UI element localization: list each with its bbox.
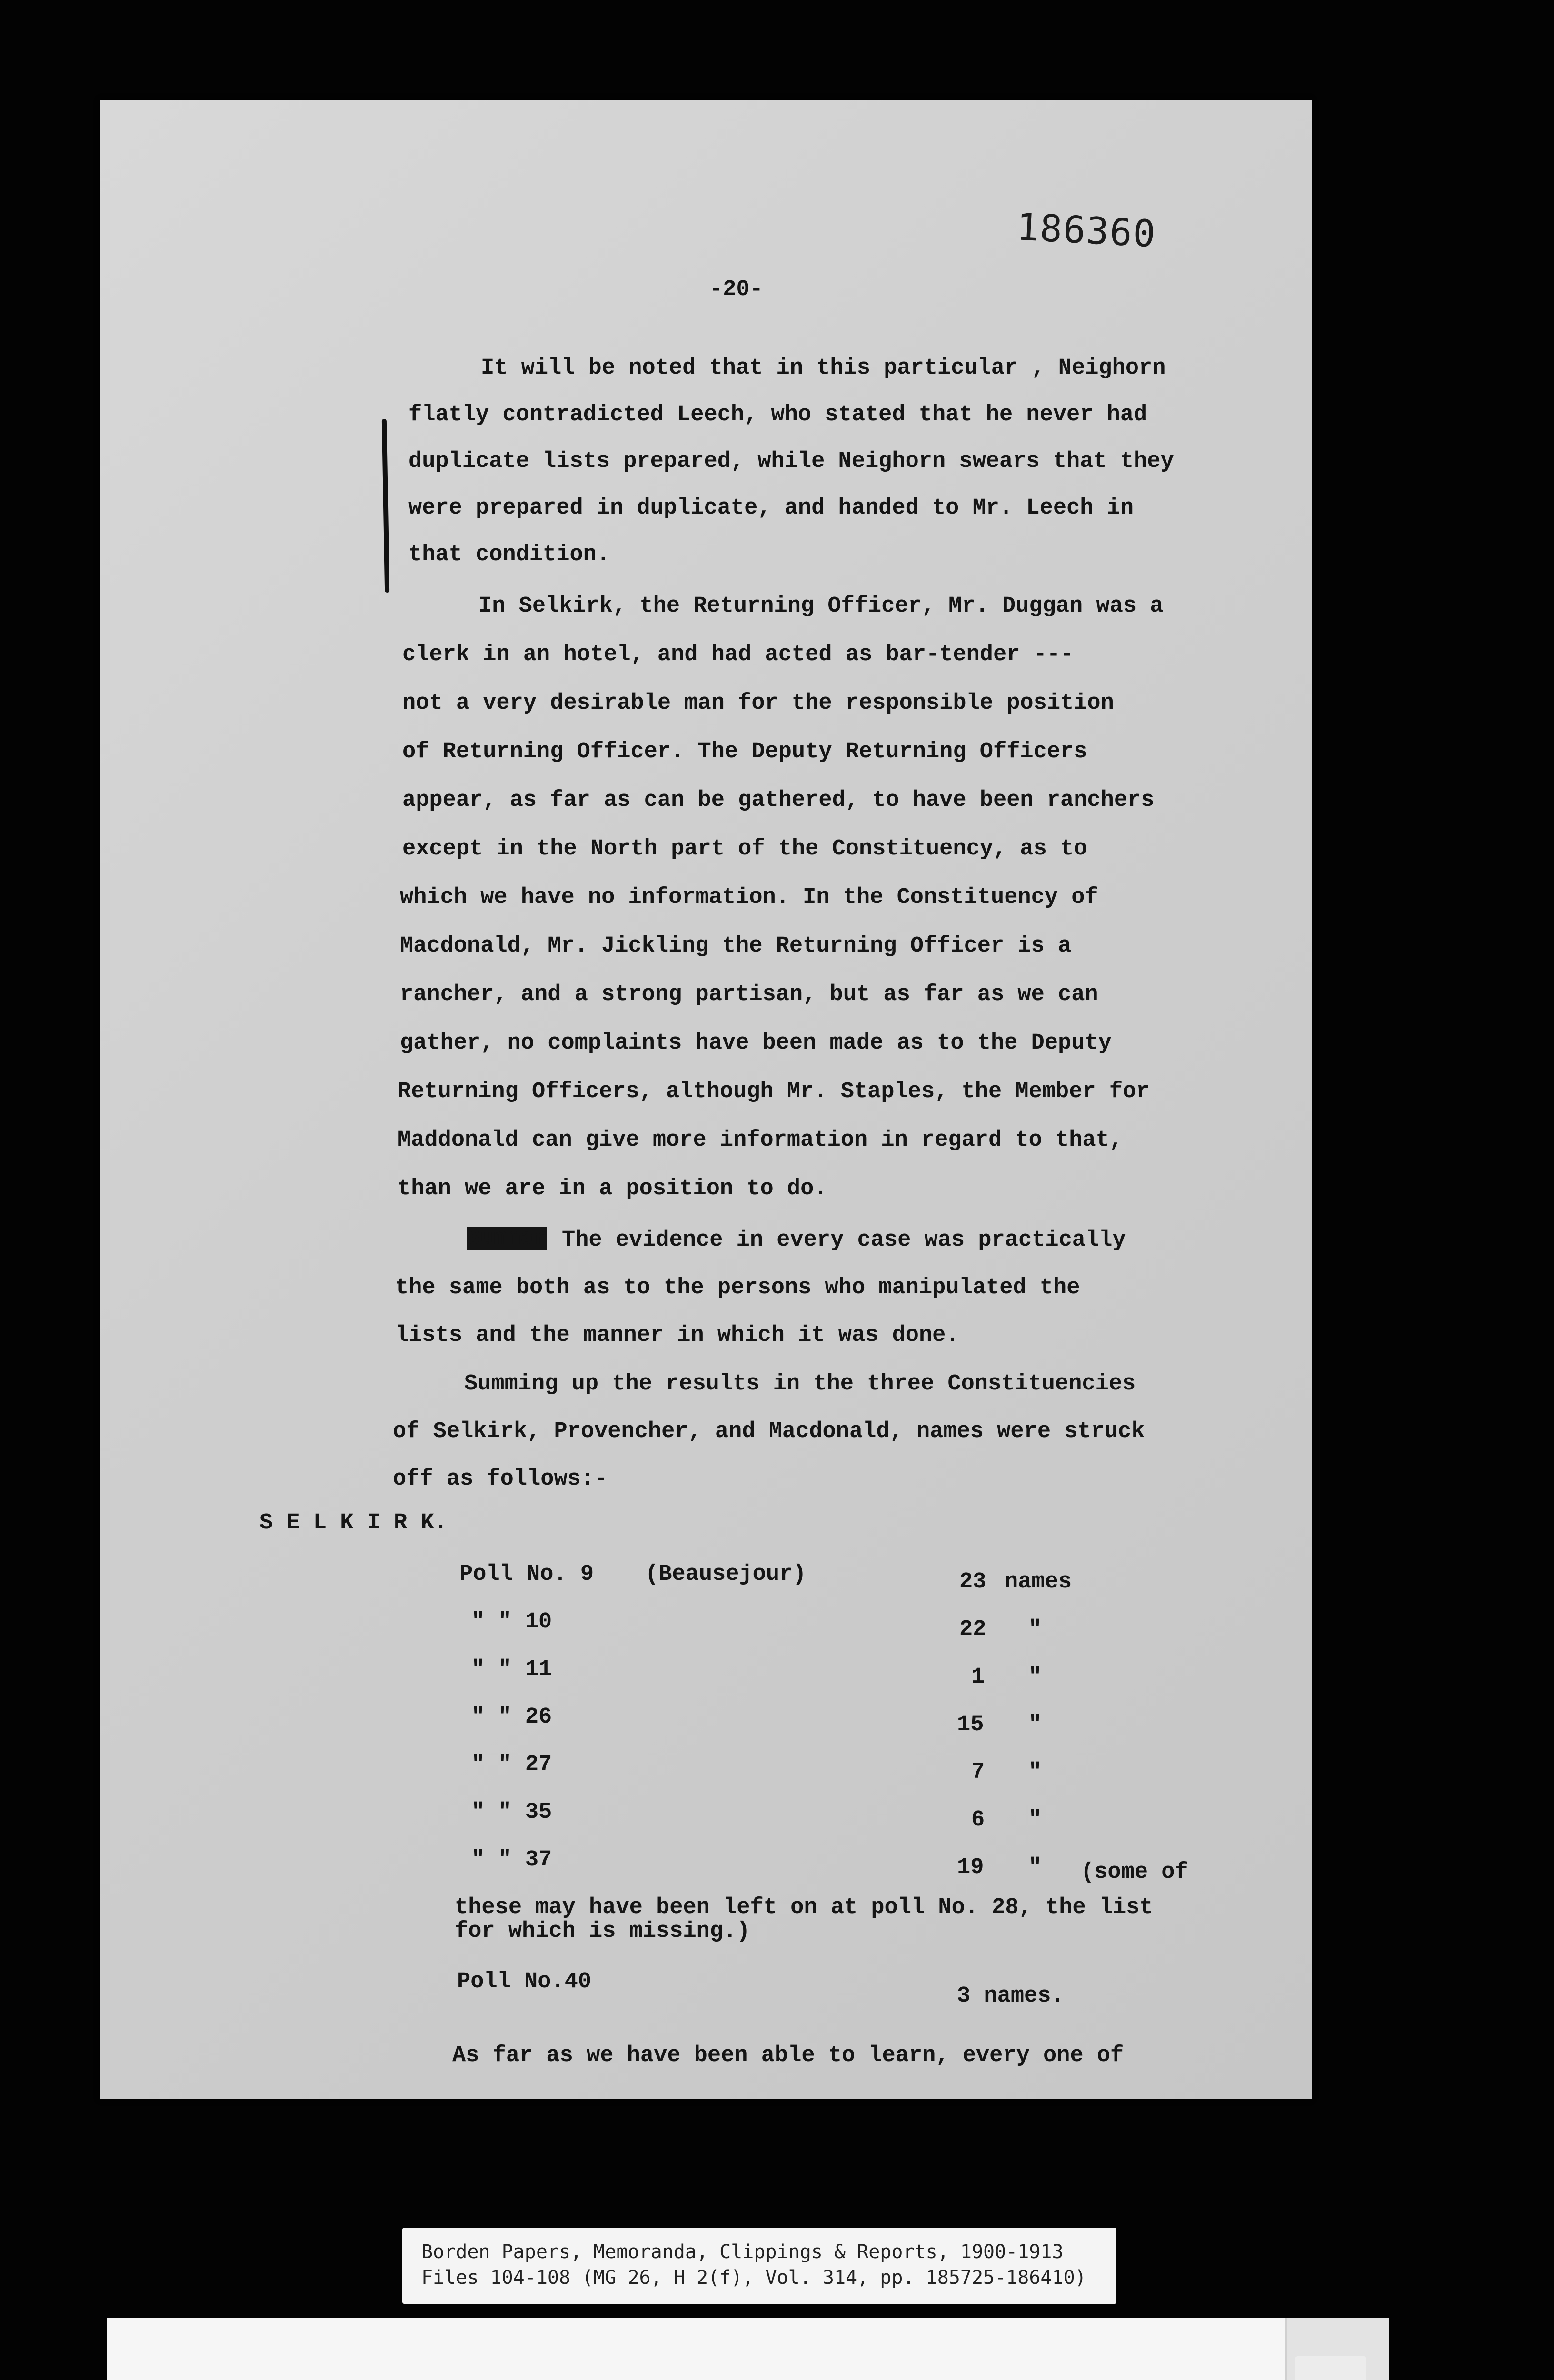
text-line: appear, as far as can be gathered, to have been ranchers xyxy=(402,788,1155,813)
poll-count: 22 xyxy=(959,1617,986,1642)
poll-note: (some of xyxy=(1081,1860,1188,1885)
text-line: rancher, and a strong partisan, but as far as we can xyxy=(400,982,1098,1007)
poll-count: 23 xyxy=(959,1569,986,1595)
text-line: gather, no complaints have been made as to the Deputy xyxy=(400,1031,1112,1056)
poll-label: Poll No.40 xyxy=(457,1969,592,1994)
archive-card xyxy=(107,2318,1388,2380)
card-tab-highlight xyxy=(1295,2356,1366,2380)
poll-unit: " xyxy=(1028,1617,1042,1642)
text-line: As far as we have been able to learn, every one of xyxy=(452,2043,1124,2068)
text-line: The evidence in every case was practically xyxy=(562,1228,1126,1253)
text-line: duplicate lists prepared, while Neighorn swears that they xyxy=(408,449,1174,474)
poll-unit: " xyxy=(1028,1807,1042,1833)
reference-line: Files 104-108 (MG 26, H 2(f), Vol. 314, pp. 185725-186410) xyxy=(421,2267,1086,2289)
archive-reference-label xyxy=(402,2228,1116,2304)
text-line: that condition. xyxy=(408,542,610,567)
reference-line: Borden Papers, Memoranda, Clippings & Reports, 1900-1913 xyxy=(421,2241,1064,2263)
poll-count: 6 xyxy=(971,1807,985,1833)
poll-unit: " xyxy=(1028,1855,1042,1880)
text-line: Macdonald, Mr. Jickling the Returning Officer is a xyxy=(400,933,1072,959)
poll-unit: " xyxy=(1028,1760,1042,1785)
text-line: were prepared in duplicate, and handed to Mr. Leech in xyxy=(408,496,1134,521)
poll-label: " " 27 xyxy=(471,1752,552,1777)
poll-label: Poll No. 9 xyxy=(459,1562,594,1587)
poll-unit: " xyxy=(1028,1712,1042,1737)
poll-count: 15 xyxy=(957,1712,984,1737)
poll-unit: " xyxy=(1028,1665,1042,1690)
poll-count: 19 xyxy=(957,1855,984,1880)
text-line: of Selkirk, Provencher, and Macdonald, names were struck xyxy=(393,1419,1145,1444)
poll-unit: names xyxy=(1005,1569,1072,1595)
text-line: It will be noted that in this particular , Neighorn xyxy=(481,356,1166,381)
text-line: these may have been left on at poll No. 28, the list xyxy=(455,1895,1153,1920)
poll-count: 1 xyxy=(971,1665,985,1690)
text-line: Returning Officers, although Mr. Staples, the Member for xyxy=(398,1079,1150,1104)
text-line: clerk in an hotel, and had acted as bar-tender --- xyxy=(402,642,1074,667)
text-line: Maddonald can give more information in regard to that, xyxy=(398,1128,1123,1153)
poll-count: 7 xyxy=(971,1760,985,1785)
text-line: not a very desirable man for the responsible position xyxy=(402,691,1114,716)
text-line: lists and the manner in which it was done. xyxy=(395,1323,959,1348)
text-line: than we are in a position to do. xyxy=(398,1176,827,1201)
stamped-page-number: 186360 xyxy=(1015,206,1157,256)
text-line: of Returning Officer. The Deputy Returning Officers xyxy=(402,739,1087,764)
page-number: -20- xyxy=(709,277,763,302)
poll-label: " " 35 xyxy=(471,1800,552,1825)
poll-place: (Beausejour) xyxy=(645,1562,807,1587)
poll-count: 3 names. xyxy=(957,1983,1065,2009)
text-line: except in the North part of the Constituency, as to xyxy=(402,836,1087,862)
poll-label: " " 10 xyxy=(471,1609,552,1635)
section-heading: S E L K I R K. xyxy=(259,1510,448,1536)
text-line: Summing up the results in the three Constituencies xyxy=(464,1371,1136,1397)
struck-out-word: Summar xyxy=(467,1226,548,1251)
text-line: the same both as to the persons who manipulated the xyxy=(395,1275,1080,1300)
text-line: for which is missing.) xyxy=(455,1919,750,1944)
text-line: off as follows:- xyxy=(393,1467,608,1492)
text-line: flatly contradicted Leech, who stated that he never had xyxy=(408,402,1147,427)
text-line: In Selkirk, the Returning Officer, Mr. Duggan was a xyxy=(478,594,1164,619)
poll-label: " " 37 xyxy=(471,1847,552,1873)
text-line: which we have no information. In the Constituency of xyxy=(400,885,1098,910)
poll-label: " " 26 xyxy=(471,1705,552,1730)
poll-label: " " 11 xyxy=(471,1657,552,1682)
